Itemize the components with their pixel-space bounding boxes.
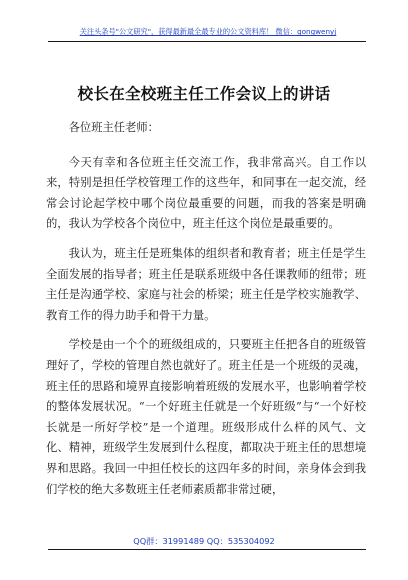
header-divider xyxy=(48,41,366,42)
document-title: 校长在全校班主任工作会议上的讲话 xyxy=(77,84,331,103)
body-paragraph-1: 今天有幸和各位班主任交流工作，我非常高兴。自工作以来，特别是担任学校管理工作的这些年，和同事在一起交流，经常会讨论起学校中哪个岗位最重要的问题，而我的答案是明确的，我认为学校各个岗位中，班主任这个岗位是最重要的。 xyxy=(46,155,366,231)
footer-divider xyxy=(48,549,366,550)
body-paragraph-3: 学校是由一个个的班级组成的，只要班主任把各自的班级管理好了，学校的管理自然也就好了。班主任是一个班级的灵魂，班主任的思路和境界直接影响着班级的发展水平，也影响着学校的整体发展状况。“一个好班主任就是一个好班级”与“一个好校长就是一所好学校”是一个道理。班级形成什么样的风气、文化、精神，班级学生发展到什么程度，都取决于班主任的思想境界和思路。我回一中担任校长的这四年多的时间，亲身体会到我们学校的绝大多数班主任老师素质都非常过硬， xyxy=(46,338,366,496)
document-body xyxy=(46,118,366,509)
body-paragraph-2: 我认为，班主任是班集体的组织者和教育者；班主任是学生全面发展的指导者；班主任是联系班级中各任课教师的纽带；班主任是沟通学校、家庭与社会的桥梁；班主任是学校实施教学、教育工作的得力助手和骨干力量。 xyxy=(46,246,366,322)
salutation: 各位班主任老师： xyxy=(68,121,159,134)
header-promo-link[interactable]: 关注头条号"公文研究"，获得最新最全最专业的公文资料库！ 微信：gongwenyj xyxy=(79,27,337,36)
footer-contact-link[interactable]: QQ群：31991489 QQ：535304092 xyxy=(133,536,275,546)
